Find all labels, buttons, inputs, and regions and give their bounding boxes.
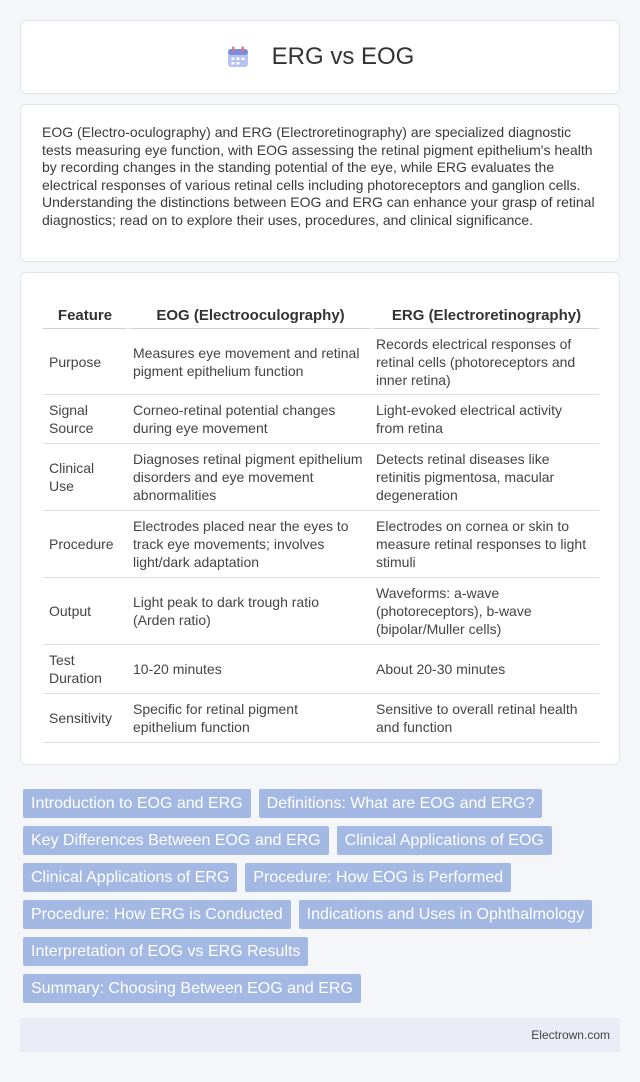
topic-link-key-differences[interactable]: Key Differences Between EOG and ERG: [23, 826, 329, 855]
table-row: [43, 511, 599, 578]
table-row: [43, 578, 599, 645]
topic-link-procedure-eog[interactable]: Procedure: How EOG is Performed: [245, 863, 511, 892]
row-label: Clinical Use: [43, 444, 127, 511]
footer-site-link[interactable]: Electrown.com: [531, 1028, 610, 1042]
eog-cell: Diagnoses retinal pigment epithelium disorders and eye movement abnormalities: [127, 444, 370, 511]
calendar-icon: [226, 45, 250, 69]
row-label: Test Duration: [43, 645, 127, 694]
table-row: [43, 645, 599, 694]
topic-link-definitions[interactable]: Definitions: What are EOG and ERG?: [259, 789, 543, 818]
erg-cell: Detects retinal diseases like retinitis pigmentosa, macular degeneration: [370, 444, 599, 511]
erg-cell: Electrodes on cornea or skin to measure retinal responses to light stimuli: [370, 511, 599, 578]
eog-cell: Specific for retinal pigment epithelium function: [127, 694, 370, 743]
erg-cell: About 20-30 minutes: [370, 645, 599, 694]
header-eog: EOG (Electrooculography): [127, 303, 370, 329]
topic-row: [23, 789, 603, 818]
row-label: Signal Source: [43, 395, 127, 444]
comparison-card: [20, 272, 620, 765]
eog-cell: Corneo-retinal potential changes during eye movement: [127, 395, 370, 444]
topic-link-summary[interactable]: Summary: Choosing Between EOG and ERG: [23, 974, 361, 1003]
eog-cell: Measures eye movement and retinal pigment epithelium function: [127, 329, 370, 395]
table-row: [43, 329, 599, 395]
topic-link-introduction[interactable]: Introduction to EOG and ERG: [23, 789, 251, 818]
erg-cell: Sensitive to overall retinal health and function: [370, 694, 599, 743]
row-label: Output: [43, 578, 127, 645]
topic-row: [23, 900, 603, 929]
topic-row: [23, 937, 603, 966]
page-header: [20, 20, 620, 94]
page-title: ERG vs EOG: [271, 43, 415, 70]
eog-cell: Electrodes placed near the eyes to track eye movements; involves light/dark adaptation: [127, 511, 370, 578]
row-label: Procedure: [43, 511, 127, 578]
header-erg: ERG (Electroretinography): [370, 303, 599, 329]
erg-cell: Light-evoked electrical activity from retina: [370, 395, 599, 444]
eog-cell: Light peak to dark trough ratio (Arden ratio): [127, 578, 370, 645]
topic-link-interpretation[interactable]: Interpretation of EOG vs ERG Results: [23, 937, 308, 966]
table-row: [43, 444, 599, 511]
comparison-table: [43, 303, 599, 743]
erg-cell: Records electrical responses of retinal cells (photoreceptors and inner retina): [370, 329, 599, 395]
topic-row: [23, 974, 603, 1003]
intro-paragraph: EOG (Electro-oculography) and ERG (Electroretinography) are specialized diagnostic tests measuring eye function, with EOG assessing the retinal pigment epithelium's health by recording changes in the standing potential of the eye, while ERG evaluates the electrical responses of various retinal cells including photoreceptors and ganglion cells. Understanding the distinctions between EOG and ERG can enhance your grasp of retinal diagnostics; read on to explore their uses, procedures, and clinical significance.: [42, 124, 595, 228]
intro-card: [20, 104, 620, 262]
topic-row: [23, 826, 603, 855]
topic-link-indications[interactable]: Indications and Uses in Ophthalmology: [299, 900, 593, 929]
topic-link-clinical-erg[interactable]: Clinical Applications of ERG: [23, 863, 237, 892]
topic-row: [23, 863, 603, 892]
topic-link-clinical-eog[interactable]: Clinical Applications of EOG: [337, 826, 552, 855]
row-label: Purpose: [43, 329, 127, 395]
table-row: [43, 395, 599, 444]
table-row: [43, 694, 599, 743]
erg-cell: Waveforms: a-wave (photoreceptors), b-wave (bipolar/Muller cells): [370, 578, 599, 645]
page-footer: [20, 1018, 620, 1052]
topic-links: [23, 789, 603, 1011]
eog-cell: 10-20 minutes: [127, 645, 370, 694]
table-header-row: [43, 303, 599, 329]
row-label: Sensitivity: [43, 694, 127, 743]
header-feature: Feature: [43, 303, 127, 329]
topic-link-procedure-erg[interactable]: Procedure: How ERG is Conducted: [23, 900, 291, 929]
